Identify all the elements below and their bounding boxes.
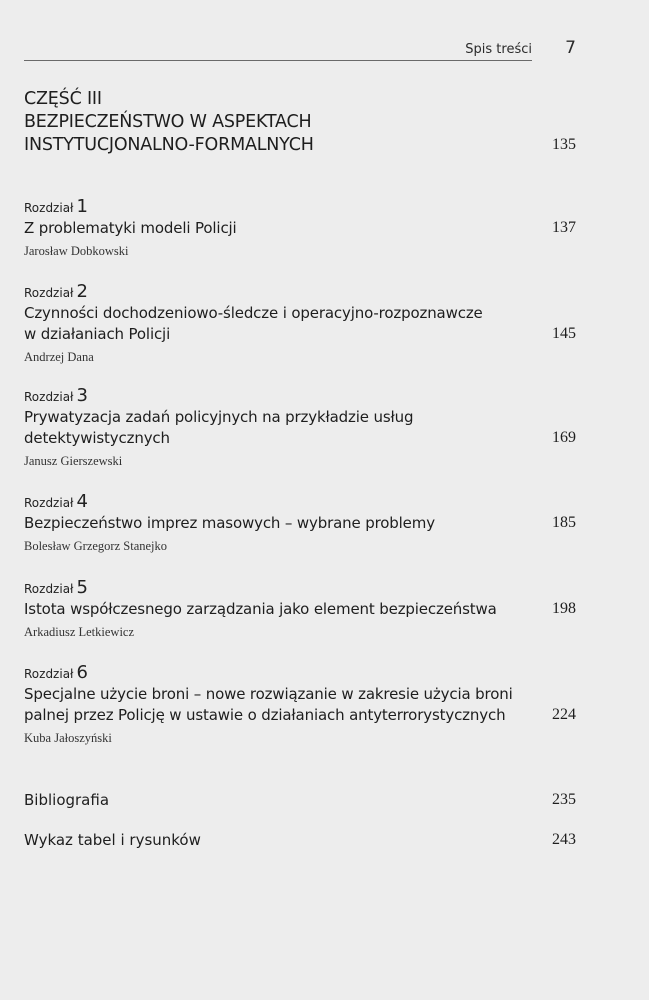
chapter-number: 2: [76, 281, 88, 302]
chapter-page-number: 137: [552, 219, 576, 236]
part-page-number: 135: [552, 136, 576, 153]
chapter-number: 5: [76, 577, 88, 598]
chapter-title-line: w działaniach Policji: [24, 325, 171, 343]
chapter-number: 4: [76, 491, 88, 512]
chapter-title-line: detektywistycznych: [24, 429, 170, 447]
header-rule: [24, 60, 532, 61]
chapter-label: [24, 663, 576, 684]
chapter-title-line: Bezpieczeństwo imprez masowych – wybrane problemy: [24, 514, 435, 532]
chapter-label: [24, 578, 576, 599]
chapter-number: 6: [76, 662, 88, 683]
chapter-label-text: Rozdział: [24, 390, 74, 404]
chapter-author: Andrzej Dana: [24, 350, 94, 364]
chapter-page-number: 224: [552, 706, 576, 723]
chapter-label-text: Rozdział: [24, 667, 74, 681]
chapter-label-text: Rozdział: [24, 582, 74, 596]
entry-page-number: 235: [552, 791, 576, 808]
toc-chapter: [24, 492, 576, 556]
entry-label: Bibliografia: [24, 791, 110, 809]
chapter-label: [24, 282, 576, 303]
running-header: [24, 36, 576, 66]
chapter-label: [24, 197, 576, 218]
chapter-label-text: Rozdział: [24, 496, 74, 510]
chapter-page-number: 169: [552, 429, 576, 446]
toc-part: [24, 88, 576, 157]
toc-chapter: [24, 663, 576, 748]
chapter-label: [24, 492, 576, 513]
chapter-author: Janusz Gierszewski: [24, 454, 123, 468]
toc-entry-tables-figures: [24, 830, 576, 852]
chapter-label: [24, 386, 576, 407]
toc-entry-bibliography: [24, 790, 576, 812]
chapter-label-text: Rozdział: [24, 286, 74, 300]
page-number: 7: [565, 38, 576, 58]
running-title: Spis treści: [465, 42, 532, 57]
chapter-page-number: 198: [552, 600, 576, 617]
chapter-author: Arkadiusz Letkiewicz: [24, 625, 135, 639]
chapter-title-line: Z problematyki modeli Policji: [24, 219, 237, 237]
toc-chapter: [24, 578, 576, 642]
part-title-line: INSTYTUCJONALNO-FORMALNYCH: [24, 135, 314, 155]
part-label: CZĘŚĆ III: [24, 89, 102, 109]
chapter-page-number: 145: [552, 325, 576, 342]
chapter-author: Bolesław Grzegorz Stanejko: [24, 539, 168, 553]
part-title-line: BEZPIECZEŃSTWO W ASPEKTACH: [24, 112, 312, 132]
chapter-label-text: Rozdział: [24, 201, 74, 215]
entry-page-number: 243: [552, 831, 576, 848]
entry-label: Wykaz tabel i rysunków: [24, 831, 201, 849]
chapter-title-line: Czynności dochodzeniowo-śledcze i operacyjno-rozpoznawcze: [24, 304, 483, 322]
chapter-title-line: Istota współczesnego zarządzania jako element bezpieczeństwa: [24, 600, 497, 618]
chapter-author: Jarosław Dobkowski: [24, 244, 129, 258]
toc-chapter: [24, 282, 576, 367]
chapter-number: 1: [76, 196, 88, 217]
toc-chapter: [24, 197, 576, 261]
toc-chapter: [24, 386, 576, 471]
chapter-number: 3: [76, 385, 88, 406]
chapter-page-number: 185: [552, 514, 576, 531]
chapter-author: Kuba Jałoszyński: [24, 731, 112, 745]
chapter-title-line: Prywatyzacja zadań policyjnych na przykładzie usług: [24, 408, 414, 426]
chapter-title-line: palnej przez Policję w ustawie o działaniach antyterrorystycznych: [24, 706, 506, 724]
chapter-title-line: Specjalne użycie broni – nowe rozwiązanie w zakresie użycia broni: [24, 685, 513, 703]
